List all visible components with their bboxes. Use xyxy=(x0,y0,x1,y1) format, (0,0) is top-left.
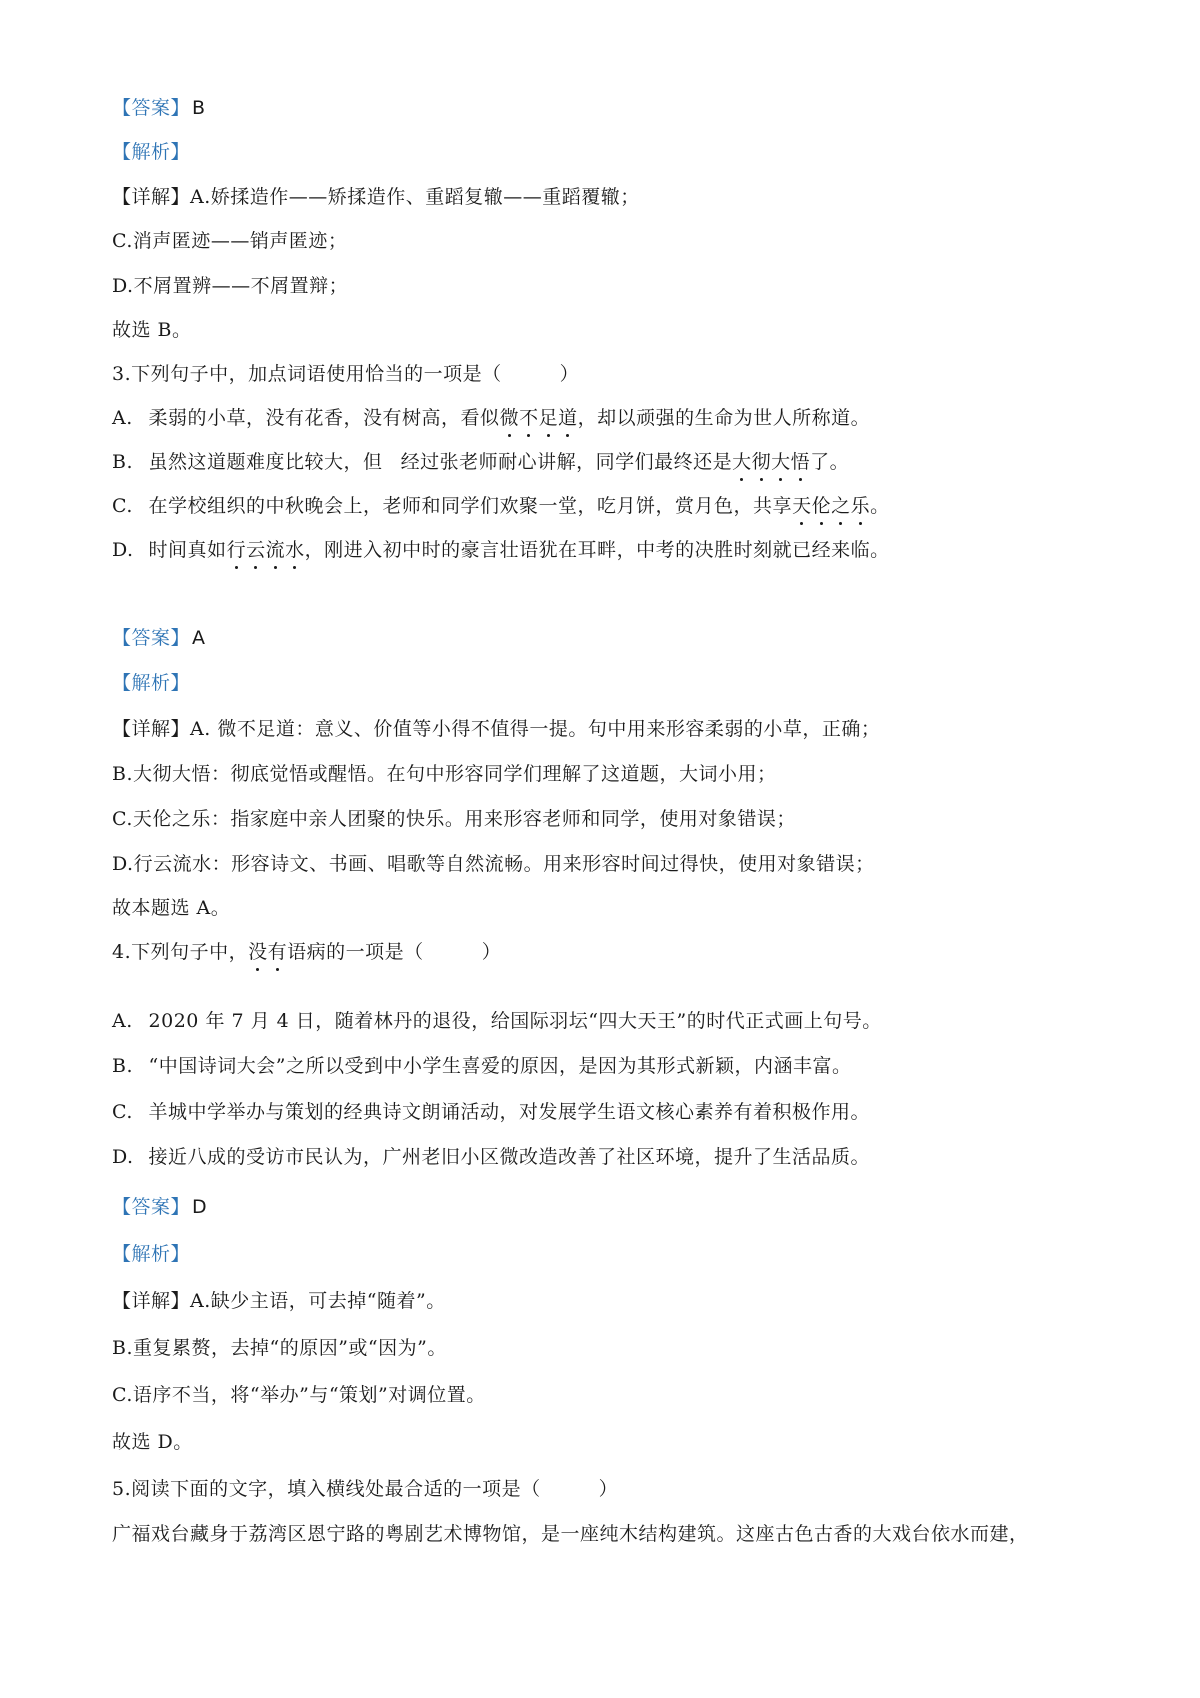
option-label: C. xyxy=(112,1101,133,1123)
dotted-char: 微 xyxy=(499,407,520,429)
q3-conclusion: 故本题选 A。 xyxy=(112,897,231,919)
q3-option-d xyxy=(112,538,890,562)
dotted-char: 乐 xyxy=(850,495,871,517)
answer-value: A xyxy=(192,627,206,649)
q4-answer-line xyxy=(112,1195,207,1219)
detail-tag: 【详解】 xyxy=(112,718,191,740)
dotted-char: 彻 xyxy=(751,451,772,473)
option-text: 接近八成的受访市民认为，广州老旧小区微改造改善了社区环境，提升了生活品质。 xyxy=(148,1146,871,1168)
answer-tag: 【答案】 xyxy=(112,97,191,119)
detail-text: A. 微不足道：意义、价值等小得不值得一提。句中用来形容柔弱的小草，正确； xyxy=(190,718,881,740)
q3-detail-d: D.行云流水：形容诗文、书画、唱歌等自然流畅。用来形容时间过得快，使用对象错误； xyxy=(112,853,875,875)
dotted-char: 水 xyxy=(285,539,305,561)
option-label: B. xyxy=(112,1055,134,1077)
analysis-tag: 【解析】 xyxy=(112,1243,191,1265)
option-text: 羊城中学举办与策划的经典诗文朗诵活动，对发展学生语文核心素养有着积极作用。 xyxy=(148,1101,871,1123)
q4-option-b xyxy=(112,1054,851,1078)
q4-detail-a xyxy=(112,1289,446,1313)
q3-stem xyxy=(112,362,579,386)
q3-option-b xyxy=(112,450,849,474)
q5-stem-text: 5.阅读下面的文字，填入横线处最合适的一项是（ xyxy=(112,1478,541,1500)
q3-detail-b: B.大彻大悟：彻底觉悟或醒悟。在句中形容同学们理解了这道题，大词小用； xyxy=(112,763,777,785)
option-label: C. xyxy=(112,495,133,517)
dotted-char: 没 xyxy=(248,941,268,963)
q3-answer-line xyxy=(112,626,206,650)
answer-tag: 【答案】 xyxy=(112,627,191,649)
detail-tag: 【详解】 xyxy=(112,1290,191,1312)
q2-detail-a xyxy=(112,185,640,209)
option-label: A. xyxy=(112,1010,133,1032)
option-label: D. xyxy=(112,1146,134,1168)
q5-stem-close: ） xyxy=(598,1478,619,1500)
dotted-char: 之 xyxy=(831,495,851,517)
q3-stem-close: ） xyxy=(559,363,580,385)
q2-answer-line xyxy=(112,96,206,120)
option-text-pre: 时间真如 xyxy=(148,539,227,561)
option-text-post: ，刚进入初中时的豪言壮语犹在耳畔，中考的决胜时刻就已经来临。 xyxy=(304,539,890,561)
dotted-char: 流 xyxy=(265,539,286,561)
dotted-char: 足 xyxy=(538,407,559,429)
dotted-char: 云 xyxy=(246,539,266,561)
q4-option-d xyxy=(112,1145,870,1169)
q3-detail-c: C.天伦之乐：指家庭中亲人团聚的快乐。用来形容老师和同学，使用对象错误； xyxy=(112,808,796,830)
q4-stem-text: 4.下列句子中， xyxy=(112,941,249,963)
dotted-char: 有 xyxy=(267,941,288,963)
dotted-char: 道 xyxy=(558,407,578,429)
q4-detail-c: C.语序不当，将“举办”与“策划”对调位置。 xyxy=(112,1384,486,1406)
q5-passage: 广福戏台藏身于荔湾区恩宁路的粤剧艺术博物馆，是一座纯木结构建筑。这座古色古香的大戏台依水而建， xyxy=(112,1523,1029,1545)
option-text-pre: 在学校组织的中秋晚会上，老师和同学们欢聚一堂，吃月饼，赏月色，共享 xyxy=(148,495,793,517)
option-label: D. xyxy=(112,539,134,561)
option-text-post: ，却以顽强的生命为世人所称道。 xyxy=(577,407,871,429)
analysis-tag: 【解析】 xyxy=(112,672,191,694)
option-label: B. xyxy=(112,451,134,473)
q4-option-c xyxy=(112,1100,870,1124)
option-text-pre: 柔弱的小草，没有花香，没有树高，看似 xyxy=(148,407,500,429)
dotted-char: 伦 xyxy=(811,495,832,517)
dotted-char: 大 xyxy=(771,451,791,473)
q3-detail-a xyxy=(112,717,880,741)
q5-stem xyxy=(112,1477,618,1501)
detail-text: A.缺少主语，可去掉“随着”。 xyxy=(190,1290,446,1312)
q4-option-a xyxy=(112,1009,882,1033)
option-label: A. xyxy=(112,407,133,429)
analysis-tag: 【解析】 xyxy=(112,141,191,163)
option-text: 2020 年 7 月 4 日，随着林丹的退役，给国际羽坛“四大天王”的时代正式画上句号。 xyxy=(148,1010,882,1032)
q4-stem-close: ） xyxy=(481,941,502,963)
answer-tag: 【答案】 xyxy=(112,1196,191,1218)
q3-option-a xyxy=(112,406,870,430)
q3-option-c xyxy=(112,494,890,518)
q4-analysis-line xyxy=(112,1242,190,1266)
q2-analysis-line xyxy=(112,140,190,164)
answer-value: B xyxy=(192,97,206,119)
q2-detail-d: D.不屑置辨——不屑置辩； xyxy=(112,275,349,297)
answer-value: D xyxy=(192,1196,208,1218)
option-text-post: 。 xyxy=(870,495,890,517)
detail-text: A.娇揉造作——矫揉造作、重蹈复辙——重蹈覆辙； xyxy=(190,186,640,208)
q4-stem xyxy=(112,940,501,964)
q3-analysis-line xyxy=(112,671,190,695)
q4-detail-b: B.重复累赘，去掉“的原因”或“因为”。 xyxy=(112,1337,447,1359)
dotted-char: 悟 xyxy=(790,451,811,473)
q2-conclusion: 故选 B。 xyxy=(112,319,192,341)
option-text-pre: 虽然这道题难度比较大，但 xyxy=(148,451,383,473)
q4-conclusion: 故选 D。 xyxy=(112,1431,193,1453)
q3-stem-text: 3.下列句子中，加点词语使用恰当的一项是（ xyxy=(112,363,502,385)
option-text-mid: 经过张老师耐心讲解，同学们最终还是 xyxy=(400,451,733,473)
option-text-post: 了。 xyxy=(810,451,850,473)
dotted-char: 天 xyxy=(792,495,812,517)
option-text: “中国诗词大会”之所以受到中小学生喜爱的原因，是因为其形式新颖，内涵丰富。 xyxy=(148,1055,852,1077)
dotted-char: 行 xyxy=(226,539,247,561)
detail-tag: 【详解】 xyxy=(112,186,191,208)
q4-stem-mid: 语病的一项是（ xyxy=(287,941,424,963)
dotted-char: 不 xyxy=(519,407,539,429)
q2-detail-c: C.消声匿迹——销声匿迹； xyxy=(112,230,348,252)
dotted-char: 大 xyxy=(732,451,752,473)
